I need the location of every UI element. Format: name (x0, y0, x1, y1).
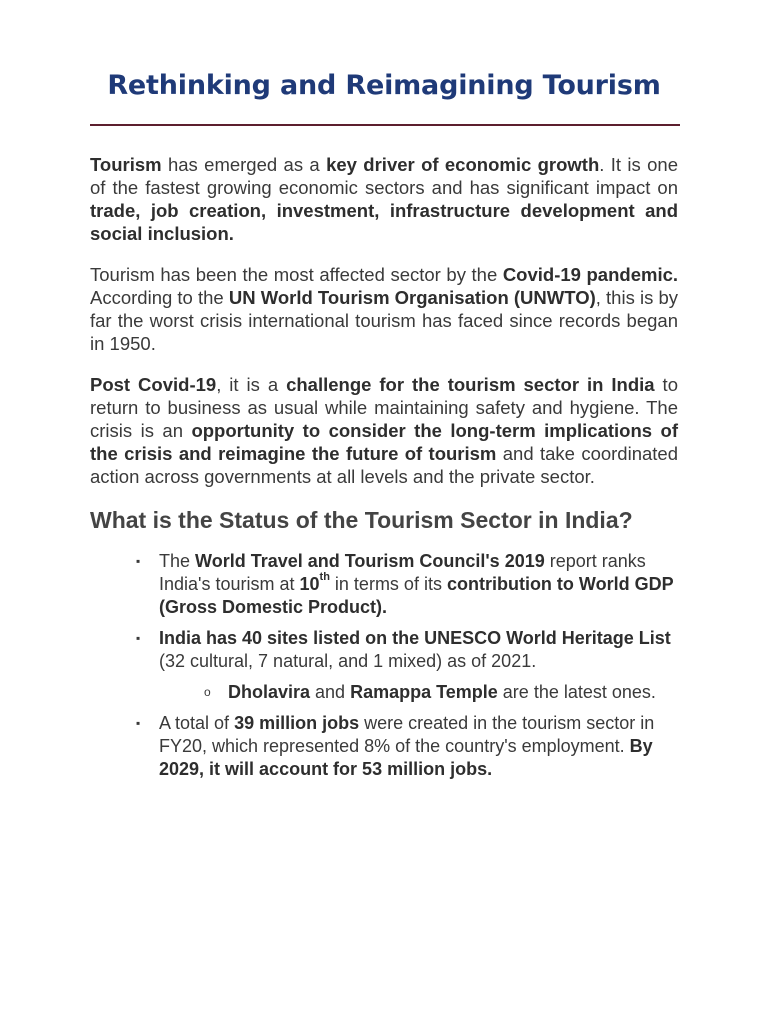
text: . It is one of the fastest growing economic sectors and has significant impact on (90, 154, 678, 198)
text-bold: By 2029, it will account for 53 million jobs. (159, 736, 653, 779)
text-bold: World Travel and Tourism Council's 2019 (195, 551, 545, 571)
text-bold: Post Covid-19 (90, 374, 217, 395)
text: A total of (159, 713, 235, 733)
paragraph-covid-impact (90, 263, 678, 355)
list-item-latest-sites (90, 681, 678, 704)
text-bold: Ramappa Temple (350, 682, 498, 702)
circle-bullet-icon: o (204, 685, 211, 699)
section-heading: What is the Status of the Tourism Sector in India? (90, 507, 633, 533)
text-bold (299, 571, 330, 594)
text: report ranks India's tourism at (159, 551, 646, 594)
document-body (90, 153, 678, 789)
text-bold: contribution to World GDP (Gross Domestic Product). (159, 574, 674, 617)
text: According to the (90, 287, 229, 308)
text: were created in the tourism sector in FY20, which represented 8% of the country's employment. (159, 713, 655, 756)
text-bold: UN World Tourism Organisation (UNWTO) (228, 287, 596, 308)
text: are the latest ones. (497, 682, 656, 702)
status-list (90, 550, 678, 781)
text-bold: Covid-19 pandemic. (502, 264, 679, 285)
text: has emerged as a (161, 154, 327, 175)
square-bullet-icon: ▪ (136, 631, 141, 645)
page-title: Rethinking and Reimagining Tourism (107, 70, 661, 101)
rank-ordinal-suffix: th (319, 571, 330, 583)
text: (32 cultural, 7 natural, and 1 mixed) as of 2021. (159, 651, 537, 671)
text: and take coordinated action across governments at all levels and the private sector. (90, 443, 678, 487)
text: , this is by far the worst crisis international tourism has faced since records began in 1950. (90, 287, 679, 354)
text: to return to business as usual while maintaining safety and hygiene. The crisis is an (90, 374, 678, 441)
list-item-wttc-ranking (90, 550, 678, 619)
text: Tourism has been the most affected sector by the (90, 264, 503, 285)
text: in terms of its (329, 574, 447, 594)
paragraph-post-covid (90, 373, 678, 488)
square-bullet-icon: ▪ (136, 716, 141, 730)
text: The (159, 551, 196, 571)
square-bullet-icon: ▪ (136, 554, 141, 568)
text-bold: trade, job creation, investment, infrastructure development and social inclusion. (90, 200, 678, 244)
text-bold: 39 million jobs (234, 713, 360, 733)
rank-number: 10 (299, 574, 320, 594)
title-divider (90, 124, 680, 126)
list-item-unesco-sites (90, 627, 678, 673)
text: and (310, 682, 351, 702)
paragraph-intro (90, 153, 678, 245)
text-bold: key driver of economic growth (326, 154, 600, 175)
text-bold: opportunity to consider the long-term implications of the crisis and reimagine the future of tourism (90, 420, 678, 464)
text-bold: Dholavira (228, 682, 311, 702)
text-bold: India has 40 sites listed on the UNESCO World Heritage List (159, 628, 671, 648)
text-bold: Tourism (90, 154, 162, 175)
text: , it is a (216, 374, 287, 395)
text-bold: challenge for the tourism sector in India (286, 374, 655, 395)
list-item-tourism-jobs (90, 712, 678, 781)
